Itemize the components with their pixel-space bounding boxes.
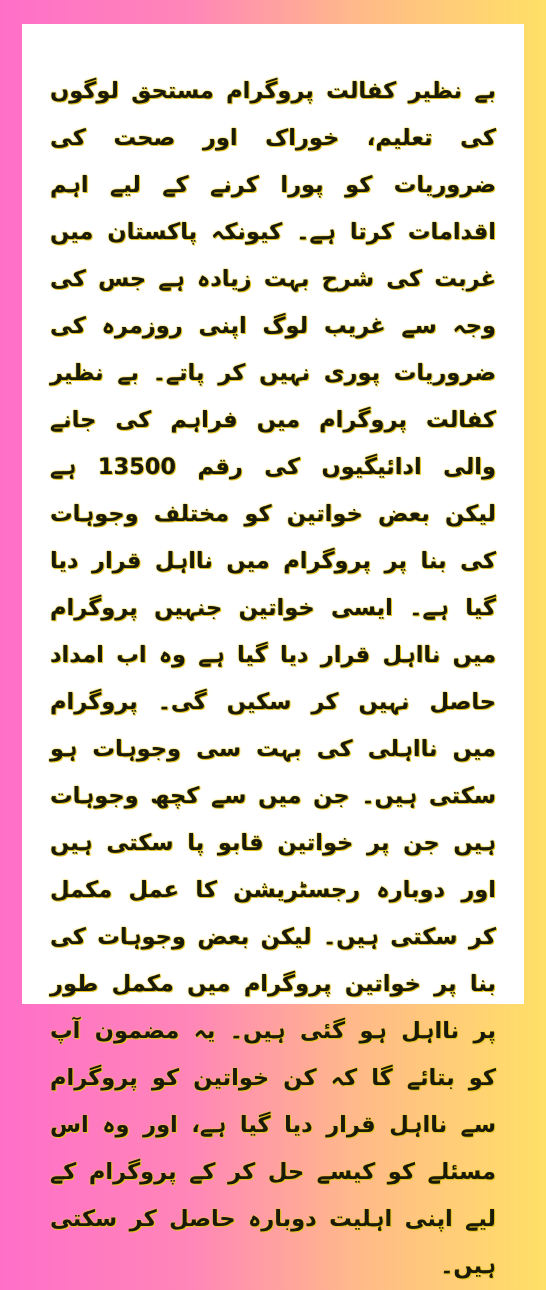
article-card bbox=[22, 24, 524, 1279]
article-body-text: بے نظیر کفالت پروگرام مستحق لوگوں کی تعلیم، خوراک اور صحت کی ضروریات کو پورا کرنے کے لیے اہم اقدامات کرتا ہے۔ کیونکہ پاکستان میں غربت کی شرح بہت زیادہ ہے جس کی وجہ سے غریب لوگ اپنی روزمرہ کی ضروریات پوری نہیں کر پاتے۔ بے نظیر کفالت پروگرام میں فراہم کی جانے والی ادائیگیوں کی رقم 13500 ہے لیکن بعض خواتین کو مختلف وجوہات کی بنا پر پروگرام میں نااہل قرار دیا گیا ہے۔ ایسی خواتین جنہیں پروگرام میں نااہل قرار دیا گیا ہے وہ اب امداد حاصل نہیں کر سکیں گی۔ پروگرام میں نااہلی کی بہت سی وجوہات ہو سکتی ہیں۔ جن میں سے کچھ وجوہات ہیں جن پر خواتین قابو پا سکتی ہیں اور دوبارہ رجسٹریشن کا عمل مکمل کر سکتی ہیں۔ لیکن بعض وجوہات کی بنا پر خواتین پروگرام میں مکمل طور پر نااہل ہو گئی ہیں۔ یہ مضمون آپ کو بتائے گا کہ کن خواتین کو پروگرام سے نااہل قرار دیا گیا ہے، اور وہ اس مسئلے کو کیسے حل کر کے پروگرام کے لیے اپنی اہلیت دوبارہ حاصل کر سکتی ہیں۔ bbox=[50, 78, 497, 1279]
